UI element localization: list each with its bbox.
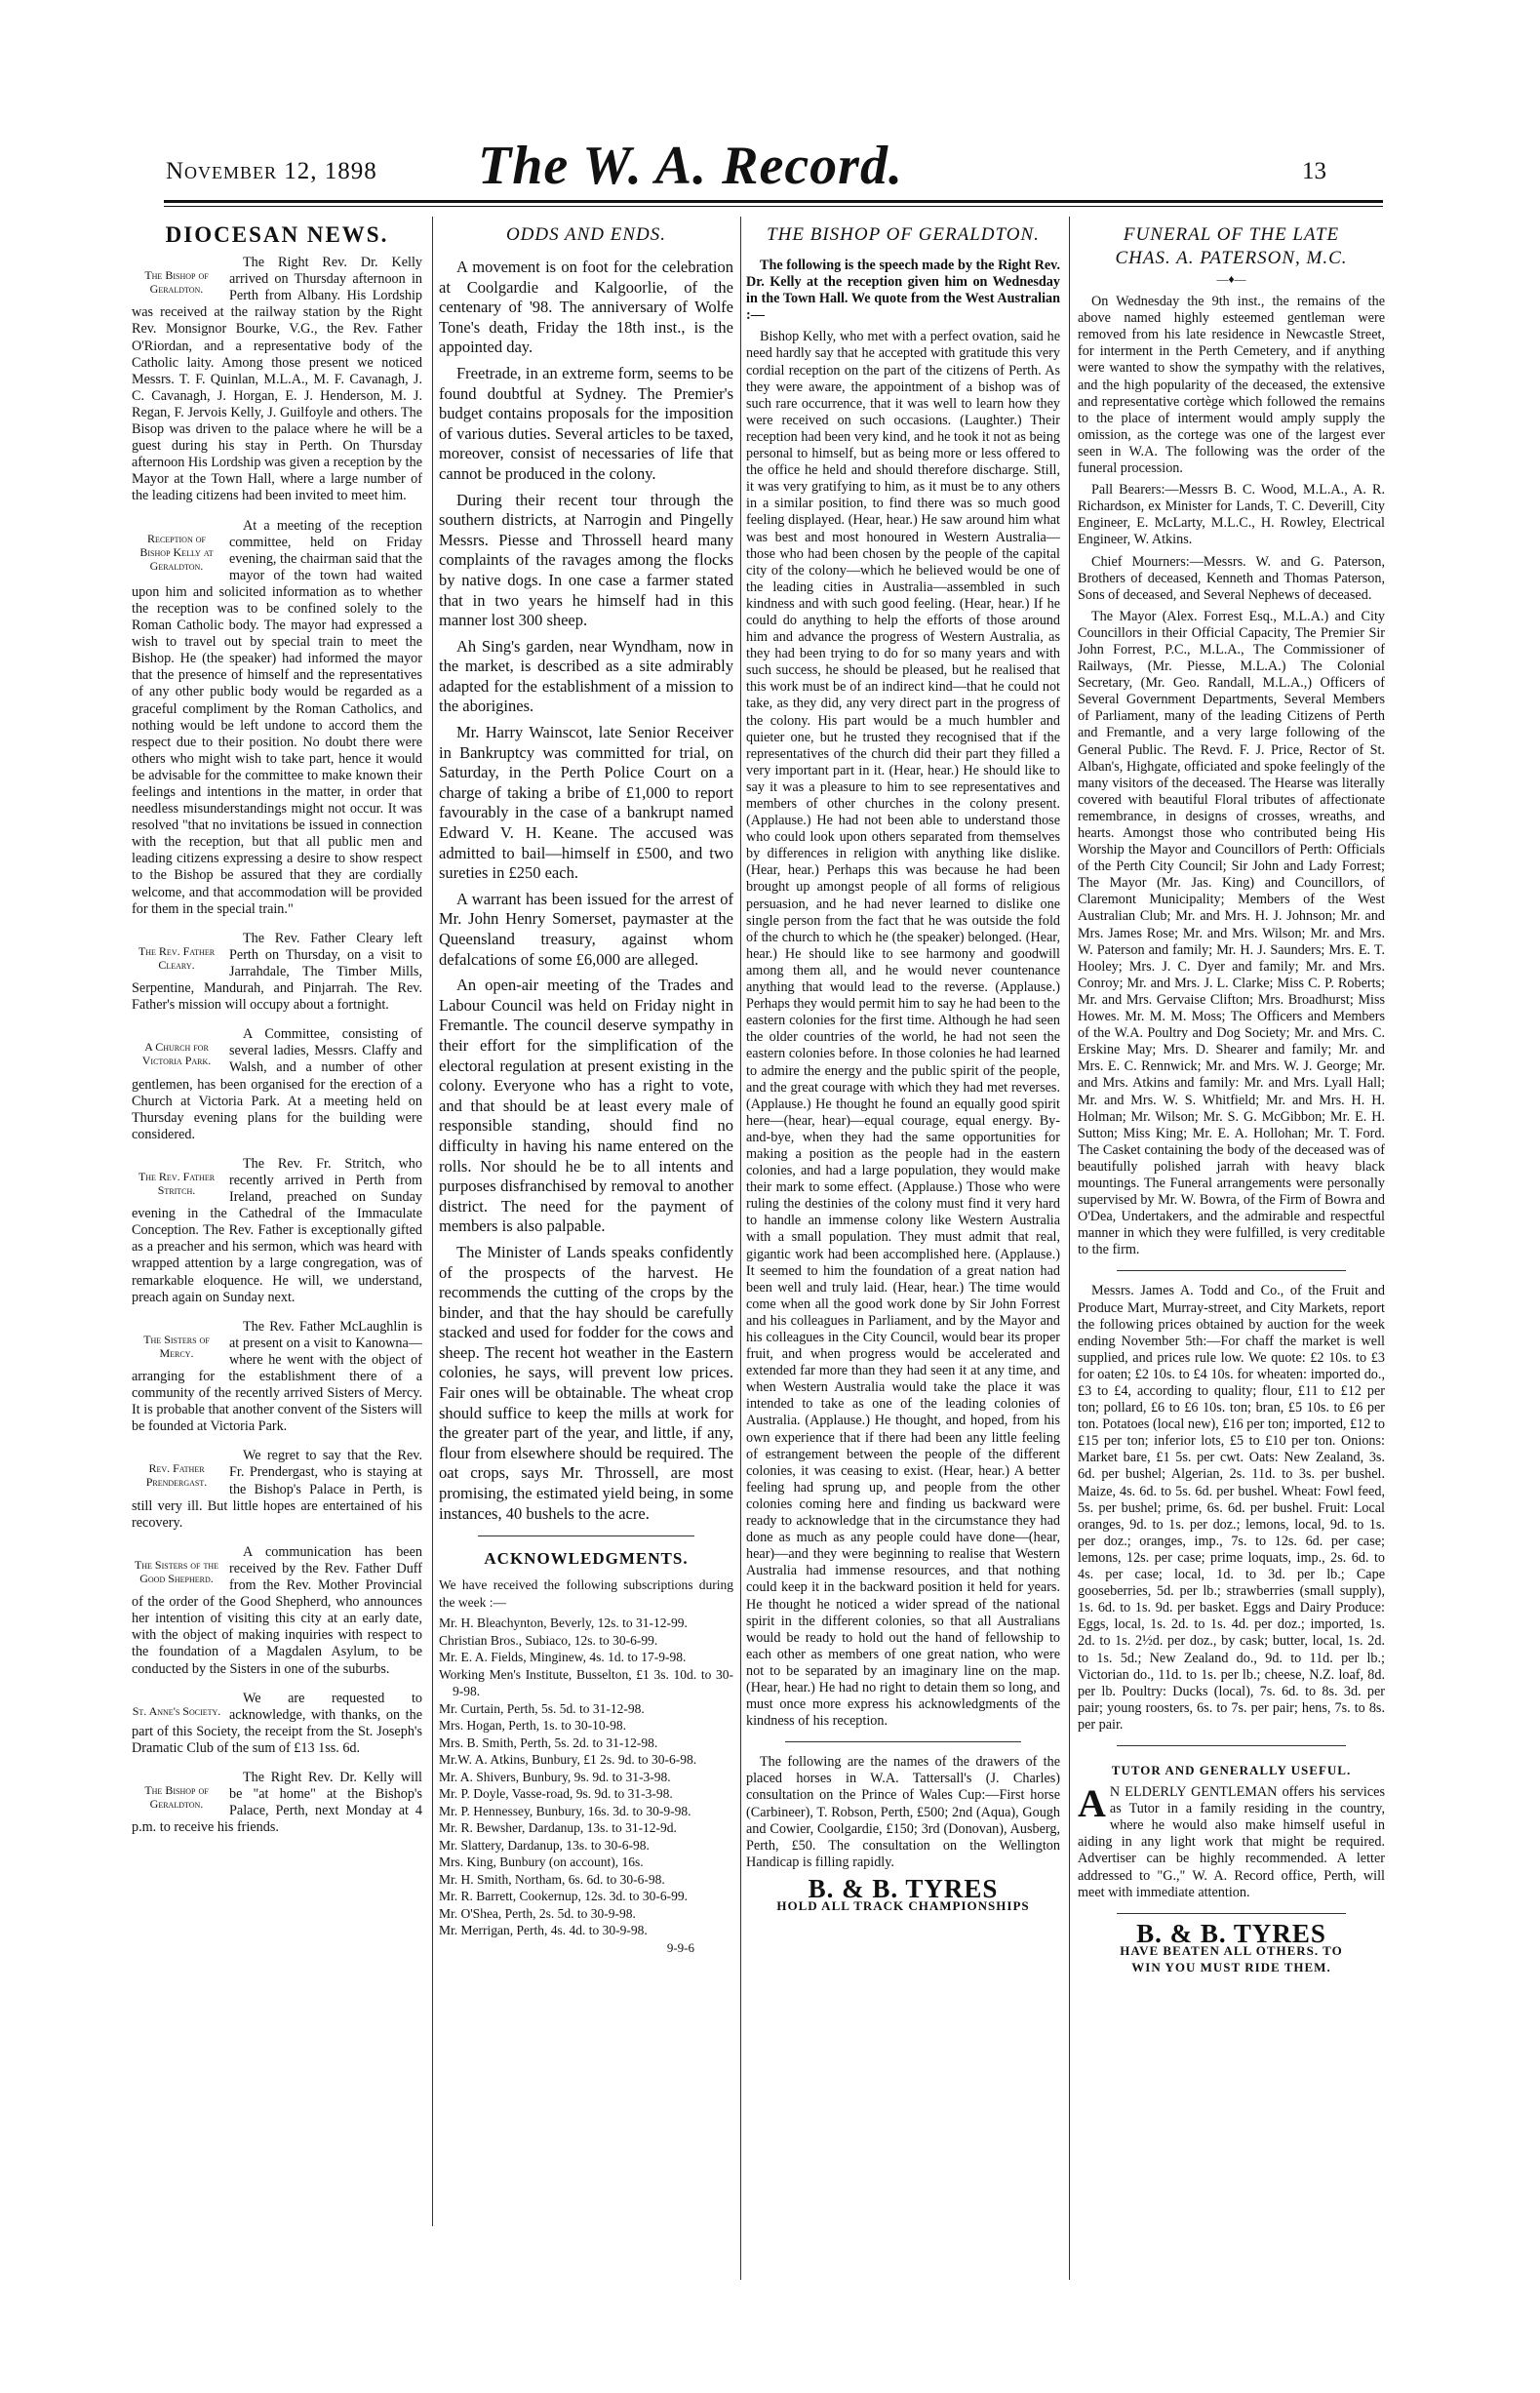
header-rule: [164, 200, 1383, 203]
news-item-sidenote: The Bishop of Geraldton.: [144, 268, 209, 297]
news-item-text: At a meeting of the reception committee, held on Friday evening, the chairman said that the mayor of the town had waited upon him and solicited information as to whether the reception was to be confined solely to the Roman Catholic body. The mayor had expressed a wish to travel out by special train to meet the Bishop. He (the speaker) had informed the mayor that the presence of himself and the representatives of any other public body would be regarded as a graceful compliment by the Roman Catholics, and nothing would be left undone to accord them the respect due to their position. No doubt there were others who might wish to take part, hence it would be advisable for the committee to make known their feelings and intentions in the matter, in order that needless misunderstandings might not occur. It was resolved "that no invitations be issued in connection with the reception, but that all public men and leading citizens expressing a desire to show respect to the Bishop be assured that they are cordially welcome, and that accommodation will be provided for them in the special train.": [132, 517, 422, 917]
acknowledgment-entry: Mr. H. Bleachynton, Beverly, 12s. to 31-12-99.: [439, 1615, 688, 1631]
news-item-sidenote: Reception of Bishop Kelly at Geraldton.: [139, 531, 214, 573]
tyres-ad-line: WIN YOU MUST RIDE THEM.: [1131, 1959, 1331, 1974]
tyres-ad-line: HAVE BEATEN ALL OTHERS. TO: [1120, 1942, 1343, 1958]
news-item: [132, 1770, 422, 1841]
acknowledgment-entry: Mr. Merrigan, Perth, 4s. 4d. to 30-9-98.: [439, 1923, 648, 1938]
dropcap: A: [1078, 1781, 1106, 1826]
news-item-sidenote: A Church for Victoria Park.: [141, 1040, 212, 1068]
news-items: [132, 255, 422, 1841]
tutor-ad-heading: TUTOR AND GENERALLY USEFUL.: [1111, 1762, 1352, 1777]
column-odds-and-ends: [439, 217, 733, 2280]
news-item: [132, 518, 422, 923]
news-item: [132, 1448, 422, 1536]
acknowledgment-entry: Mr. R. Barrett, Cookernup, 12s. 3d. to 30-6-99.: [439, 1889, 688, 1904]
odds-paragraph: A warrant has been issued for the arrest of Mr. John Henry Somerset, paymaster at the Queensland treasury, against whom defalcations of some £6,000 are alleged.: [439, 889, 733, 969]
odds-paragraph: A movement is on foot for the celebration at Coolgardie and Kalgoorlie, of the centenary of '98. The anniversary of Wolfe Tone's death, Friday the 18th inst., is the appointed day.: [439, 258, 733, 357]
section-subheading: CHAS. A. PATERSON, M.C.: [1115, 248, 1348, 268]
odds-paragraph: During their recent tour through the southern districts, at Narrogin and Pingelly Messrs. Piesse and Throssell heard many complaints of the ravages among the flocks by native dogs. In one case a farmer stated that in two years he himself had in this manner lost 300 sheep.: [439, 490, 733, 630]
acknowledgments-list: [439, 1615, 733, 1939]
speech-text: Bishop Kelly, who met with a perfect ovation, said he need hardly say that he accepted with gratitude this very cordial reception on the part of the citizens of Perth. As they were aware, the appointment of a bishop was of such rare occurrence, that it was well to learn how they were received on such occasions. (Laughter.) Their reception had been very kind, and he took it not as being personal to himself, but as being more or less offered to the office he held and should therefore discharge. Still, it was very gratifying to him, as it must be to any others in a similar position, to find there was so much good feeling displayed. (Hear, hear.) He saw around him what was best and most honoured in Western Australia—those who had been chosen by the people of the capital city of the colony—which he believed would be one of the leading cities in Australia—assembled in such kindness and with such good feeling. (Hear, hear.) If he could do anything to help the efforts of those around him and advance the progress of Western Australia, as they had been trying to do for so many years and with such success, he should be pleased, but he realised that this work must be of an indirect kind—that he could not take, as they did, any very direct part in the progress of the colony. His part would be a much humbler and quieter one, but he trusted they recognised that if the representatives of the church did their part they filled a very important part in it. (Hear, hear.) He should like to say it was a pleasure to him to see representatives and members of other churches in the colony present. (Applause.) He had not been able to understand those who could look upon others separated from themselves by differences in religion with anything like dislike. (Hear, hear.) Perhaps this was because he had been brought up amongst people of all forms of religious persuasion, and he had never learned to dislike one single person from the fact that he was outside the fold of the church to which he (the speaker) belonged. (Hear, hear.) He should like to see harmony and goodwill among them all, and he would never countenance anything that would lead to the reverse. (Applause.) Perhaps they would permit him to say he had been to the eastern colonies for the first time. Although he had seen the older countries of the world, he had not seen the eastern colonies before. In those colonies he had learned to admire the energy and the public spirit of the people, and the great courage with which they had met reverses. (Applause.) He thought he found an equally good spirit here—(hear, hear)—equal courage, equal energy. By-and-bye, when they had the same opportunities for making a position as the people had in the eastern colonies, and had a large population, they would make their mark to some effect. (Applause.) Those who were ruling the destinies of the colony must find it very hard to handle an immense colony like Western Australia with a small population. They must admit that real, gigantic work had been accomplished here. (Applause.) It seemed to him the foundation of a great nation had been well and truly laid. (Hear, hear.) The time would come when all the good work done by Sir John Forrest and his colleagues in Parliament, and by the Mayor and his colleagues in the City Council, would bear its proper fruit, and when progress would be accelerated and extended far more than they had seen it at any time, and when Western Australia would take the place it was intended to take as one of the leading colonies of Australia. (Applause.) He thought, and hoped, from his own experience that if there had been any little feeling of estrangement between the people of the different colonies, it was ceasing to exist. (Hear, hear.) A better feeling had sprung up, and people from the other colonies coming here and finding us backward were ready to acknowledge that in the circumstance they had done as much as any people could have done—(hear, hear)—and they were beginning to realise that Western Australia had immense resources, and that nothing could keep it in the backward position it held for years. He thought he noticed a wider spread of the national spirit in the different colonies, so that all Australians would be ready to hold out the hand of fellowship to each other as members of one great nation, who were not to be separated by an imaginary line on the map. (Hear, hear.) He had no right to detain them so long, and must once more express his acknowledgments of the kindness of his reception.: [746, 329, 1060, 1730]
news-item: [132, 1319, 422, 1441]
column-bishop-speech: [746, 217, 1060, 2280]
column-divider: [432, 217, 433, 2226]
funeral-paragraph: Pall Bearers:—Messrs B. C. Wood, M.L.A., A. R. Richardson, ex Minister for Lands, T. C. Deverill, City Engineer, E. McLarty, M.L.C., H. Rowley, Electrical Engineer, W. Atkins.: [1078, 482, 1385, 548]
funeral-paragraph: The Mayor (Alex. Forrest Esq., M.L.A.) and City Councillors in their Official Capacity, The Premier Sir John Forrest, P.C., M.L.A., The Commissioner of Railways, (Mr. Piesse, M.L.A.) The Colonial Secretary, (Mr. Geo. Randall, M.L.A.,) Officers of Several Government Departments, Several Members of Parliament, many of the leading Citizens of Perth and Fremantle, and a very large following of the General Public. The Revd. F. J. Price, Rector of St. Alban's, Highgate, officiated and spoke feelingly of the many visitors of the deceased. The Hearse was literally covered with beautiful Floral tributes of affectionate remembrance, in designs of crosses, wreaths, and hearts. Amongst those who contributed being His Worship the Mayor and Councillors of Perth: Officials of the Perth City Council; Sir John and Lady Forrest; The Mayor (Mr. Jas. King) and Councillors, of Claremont Municipality; Members of the West Australian Club; Mr. and Mrs. H. J. Johnson; Mr. and Mrs. James Rose; Mr. and Mrs. Wilson; Mr. and Mrs. W. Paterson and family; Mr. H. J. Saunders; Mrs. E. T. Hooley; Mrs. J. C. Dyer and family; Mr. and Mrs. Conroy; Mr. and Mrs. J. L. Clarke; Miss C. P. Roberts; Mr. and Mrs. Gervaise Clifton; Mrs. Broadhurst; Miss Howes. Mr. M. M. Moss; The Officers and Members of the W.A. Poultry and Dog Society; Mr. and Mrs. C. Erskine May; Mrs. D. Shearer and family; Mr. and Mrs. E. C. Rennwick; Mr. and Mrs. W. J. George; Mr. and Mrs. Atkins and family: Mr. and Mrs. Lyall Hall; Mr. and Mrs. W. S. Whitfield; Mr. and Mrs. H. H. Holman; Mr. Wilson; Mr. S. G. McGibbon; Mr. E. H. Sutton; Miss King; Mr. E. A. Hollohan; Mr. T. Ford. The Casket containing the body of the deceased was of beautifully polished jarrah with heavy black mountings. The Funeral arrangements were personally supervised by Mr. W. Bowra, of the Firm of Bowra and O'Dea, Undertakers, and the admirable and respectful manner in which they were fulfilled, is very creditable to the firm.: [1078, 608, 1385, 1258]
odds-paragraph: An open-air meeting of the Trades and Labour Council was held on Friday night in Fremantle. The council deserve sympathy in their effort for the simplification of the electoral regulation at present existing in the colony. Everyone who has a right to vote, and that should be at least every male of responsible standing, should find no difficulty in having his name entered on the rolls. Nor should he be to all intents and purposes disfranchised by removal to another district. The need for the payment of members is also palpable.: [439, 976, 733, 1236]
speech-intro: The following is the speech made by the Right Rev. Dr. Kelly at the reception given him on Wednesday in the Town Hall. We quote from the West Australian :—: [746, 258, 1060, 324]
news-item-text: A Committee, consisting of several ladies, Messrs. Claffy and Walsh, and a number of other gentlemen, has been organised for the erection of a Church at Victoria Park. At a meeting held on Thursday evening plans for the building were considered.: [132, 1026, 422, 1142]
news-item-text: The Right Rev. Dr. Kelly arrived on Thursday afternoon in Perth from Albany. His Lordship was received at the railway station by the Right Rev. Monsignor Bourke, V.G., the Rev. Father O'Riordan, and a representative body of the Catholic laity. Among those present we noticed Messrs. T. F. Quinlan, M.L.A., M. F. Cavanagh, J. C. Cavanagh, J. Horgan, E. J. Henderson, M. J. Regan, F. Jervois Kelly, J. Guilfoyle and others. The Bisop was driven to the palace where he will be a guest during his stay in Perth. On Thursday afternoon His Lordship was given a reception by the Mayor at the Town Hall, where a large number of the leading citizens had been invited to meet him.: [132, 255, 422, 504]
news-item: [132, 1156, 422, 1311]
issue-date: November 12, 1898: [166, 158, 377, 184]
acknowledgment-entry: Mr. Curtain, Perth, 5s. 5d. to 31-12-98.: [439, 1700, 645, 1716]
consultation-results: The following are the names of the drawers of the placed horses in W.A. Tattersall's (J. Charles) consultation on the Prince of Wales Cup:—First horse (Carbineer), T. Robson, Perth, £500; 2nd (Aqua), Gough and Cowier, Coolgardie, £150; 3rd (Donovan), Ausberg, Perth, £50. The consultation on the Wellington Handicap is filling rapidly.: [746, 1754, 1060, 1870]
odds-paragraph: The Minister of Lands speaks confidently of the prospects of the harvest. He recommends the cutting of the crops by the binder, and that the hay should be carefully stacked and used for fodder for the cows and sheep. The recent hot weather in the Eastern colonies, he says, will prevent low prices. Fair ones will be obtainable. The wheat crop should suffice to keep the mills at work for the greater part of the year, and little, if any, flour from elsewhere should be required. The oat crops, says Mr. Throssell, are most promising, the estimated yield being, in some instances, 40 bushels to the acre.: [439, 1242, 733, 1523]
acknowledgment-entry: Mr. E. A. Fields, Minginew, 4s. 1d. to 17-9-98.: [439, 1650, 687, 1665]
page-number: 13: [1302, 158, 1326, 184]
column-divider: [740, 217, 741, 2280]
acknowledgment-entry: Mrs. B. Smith, Perth, 5s. 2d. to 31-12-98.: [439, 1735, 658, 1750]
column-funeral: [1078, 217, 1385, 2182]
news-item: [132, 1544, 422, 1683]
divider: [1117, 1913, 1346, 1914]
news-item-text: The Rev. Father Cleary left Perth on Thursday, on a visit to Jarrahdale, The Timber Mills, Serpentine, Mandurah, and Pinjarrah. The Rev. Father's mission will occupy about a fortnight.: [132, 930, 422, 1014]
divider: [785, 1741, 1021, 1742]
acknowledgments-intro: We have received the following subscriptions during the week :—: [439, 1577, 733, 1610]
acknowledgment-entry: Mr. A. Shivers, Bunbury, 9s. 9d. to 31-3-98.: [439, 1769, 671, 1784]
acknowledgment-entry: Mrs. Hogan, Perth, 1s. to 30-10-98.: [439, 1718, 626, 1734]
market-report: Messrs. James A. Todd and Co., of the Fruit and Produce Mart, Murray-street, and City Markets, report the following prices obtained by auction for the week ending November 5th:—For chaff the market is well supplied, and prices rule low. We quote: £2 10s. to £3 for oaten; £2 10s. to £4 10s. for wheaten: imported do., £3 to £4, according to quality; flour, £11 to £12 per ton; pollard, £6 to £6 10s. ton; bran, £5 10s. to £6 per ton. Potatoes (local new), £16 per ton; imported, £12 to £15 per ton; inferior lots, £5 to £10 per ton. Onions: Market bare, £1 5s. per cwt. Oats: New Zealand, 3s. 6d. per bushel; Algerian, 2s. 11d. to 3s. per bushel. Maize, 4s. 6d. to 5s. 6d. per bushel. Wheat: Fowl feed, 5s. per bushel; prime, 6s. 6d. per bushel. Fruit: Local oranges, 9d. to 1s. per doz.; lemons, local, 9d. to 1s. per doz.; oranges, imp., 7s. to 12s. 6d. per case; lemons, 12s. per case; prime loquats, imp., 2s. 6d. to 4s. per case; local, 1d. to 3d. per lb.; Cape gooseberries, 5d. per lb.; strawberries (small supply), 1s. 6d. to 1s. 9d. per basket. Eggs and Dairy Produce: Eggs, local, 1s. 2d. to 1s. 4d. per doz.; imported, 1s. 2d. to 1s. 2½d. per doz., by cask; butter, local, 1s. 2d. to 1s. 5d.; New Zealand do., 9d. to 11d. per lb.; Victorian do., 11d. to 1s. per lb.; cheese, N.Z. loaf, 8d. per lb. Poultry: Ducks (local), 7s. 6d. to 8s. 3d. per pair; young roosters, 6s. to 7s. per pair; hens, 7s. to 8s. per pair.: [1078, 1283, 1385, 1733]
acknowledgments-heading: ACKNOWLEDGMENTS.: [484, 1549, 689, 1569]
divider: [1117, 1745, 1346, 1746]
news-item-sidenote: The Sisters of the Good Shepherd.: [134, 1557, 219, 1585]
news-item-sidenote: The Sisters of Mercy.: [143, 1332, 210, 1360]
news-item-text: A communication has been received by the Rev. Father Duff from the Rev. Mother Provincial of the order of the Good Shepherd, who announces her intention of visiting this city at an early date, with the object of making inquiries with respect to the foundation of a Magdalen Asylum, to be conducted by the Sisters in one of the suburbs.: [132, 1543, 422, 1677]
odds-paragraphs: [439, 258, 733, 1524]
section-heading: DIOCESAN NEWS.: [165, 222, 389, 247]
news-item-text: The Rev. Fr. Stritch, who recently arrived in Perth from Ireland, preached on Sunday evening in the Cathedral of the Immaculate Conception. The Rev. Father is exceptionally gifted as a preacher and his sermon, which was heard with wrapped attention by a large congregation, was of remarkable eloquence. He will, we understand, preach again on Sunday next.: [132, 1155, 422, 1305]
acknowledgment-entry: Mr. O'Shea, Perth, 2s. 5d. to 30-9-98.: [439, 1905, 636, 1921]
tutor-ad-text: [1078, 1781, 1385, 1901]
news-item: [132, 931, 422, 1018]
acknowledgment-entry: Working Men's Institute, Busselton, £1 3s. 10d. to 30-9-98.: [439, 1666, 733, 1699]
funeral-paragraphs: [1078, 294, 1385, 1258]
acknowledgment-entry: Mr. R. Bewsher, Dardanup, 13s. to 31-12-9d.: [439, 1820, 677, 1836]
odds-paragraph: Ah Sing's garden, near Wyndham, now in the market, is described as a site admirably adapted for the establishment of a mission to the aborigines.: [439, 636, 733, 716]
odds-paragraph: Mr. Harry Wainscot, late Senior Receiver in Bankruptcy was committed for trial, on Saturday, in the Perth Police Court on a charge of taking a bribe of £1,000 to report favourably in the case of a bankrupt named Edward V. H. Keane. The accused was admitted to bail—himself in £500, and two sureties in £250 each.: [439, 723, 733, 883]
section-heading: ODDS AND ENDS.: [505, 224, 667, 245]
section-heading: THE BISHOP OF GERALDTON.: [767, 224, 1040, 245]
acknowledgment-entry: Christian Bros., Subiaco, 12s. to 30-6-99.: [439, 1632, 658, 1648]
news-item: [132, 1026, 422, 1148]
news-item: [132, 1691, 422, 1762]
tutor-ad-body: N ELDERLY GENTLEMAN offers his services as Tutor in a family residing in the country, where he would also make himself useful in aiding in any light work that might be required. Advertiser can be highly recommended. A letter addressed to "G.," W. A. Record office, Perth, will meet with immediate attention.: [1078, 1784, 1385, 1900]
acknowledgment-entry: Mr. Slattery, Dardanup, 13s. to 30-6-98.: [439, 1837, 650, 1853]
acknowledgment-entry: Mr. H. Smith, Northam, 6s. 6d. to 30-6-98.: [439, 1871, 665, 1887]
funeral-paragraph: Chief Mourners:—Messrs. W. and G. Paterson, Brothers of deceased, Kenneth and Thomas Paterson, Sons of deceased, and Several Nephews of deceased.: [1078, 553, 1385, 603]
acknowledgments-code: 9-9-6: [666, 1939, 694, 1955]
header-rule-thin: [164, 206, 1383, 207]
funeral-paragraph: On Wednesday the 9th inst., the remains of the above named highly esteemed gentleman were removed from his late residence in Newcastle Street, for interment in the Perth Cemetery, and if anything were wanted to show the sympathy with the relatives, and the high popularity of the deceased, the extensive and representative cortège which followed the remains to the place of interment would amply supply the omission, as the cortege was one of the largest ever seen in W.A. The following was the order of the funeral procession.: [1078, 294, 1385, 477]
column-diocesan-news: [132, 217, 422, 2226]
acknowledgment-entry: Mrs. King, Bunbury (on account), 16s.: [439, 1855, 644, 1870]
masthead: The W. A. Record.: [478, 136, 903, 196]
ornament-icon: —♦—: [1216, 272, 1246, 286]
acknowledgment-entry: Mr. P. Doyle, Vasse-road, 9s. 9d. to 31-3-98.: [439, 1786, 673, 1802]
acknowledgment-entry: Mr. P. Hennessey, Bunbury, 16s. 3d. to 30-9-98.: [439, 1803, 691, 1818]
news-item-sidenote: The Rev. Father Stritch.: [138, 1169, 216, 1197]
news-item-text: We regret to say that the Rev. Fr. Prendergast, who is staying at the Bishop's Palace in Perth, is still very ill. But little hopes are entertained of his recovery.: [132, 1448, 422, 1531]
tyres-ad-title: B. & B. TYRES: [1136, 1918, 1326, 1948]
news-item: [132, 255, 422, 509]
section-heading: FUNERAL OF THE LATE: [1123, 224, 1340, 245]
divider: [1117, 1270, 1346, 1271]
news-item-text: We are requested to acknowledge, with thanks, on the part of this Society, the receipt from the St. Joseph's Dramatic Club of the sum of £13 1ss. 6d.: [132, 1690, 422, 1756]
news-item-sidenote: The Bishop of Geraldton.: [144, 1782, 209, 1811]
column-divider: [1069, 217, 1070, 2280]
news-item-text: The Right Rev. Dr. Kelly will be "at home" at the Bishop's Palace, Perth, next Monday at 4 p.m. to receive his friends.: [132, 1769, 422, 1836]
news-item-text: The Rev. Father McLaughlin is at present on a visit to Kanowna—where he went with the object of arranging for the establishment there of a community of the recently arrived Sisters of Mercy. It is probable that another convent of the Sisters will be founded at Victoria Park.: [132, 1318, 422, 1435]
tyres-ad-line: HOLD ALL TRACK CHAMPIONSHIPS: [776, 1898, 1030, 1913]
news-item-sidenote: St. Anne's Society.: [132, 1703, 221, 1718]
news-item-sidenote: Rev. Father Prendergast.: [145, 1461, 208, 1490]
news-item-sidenote: The Rev. Father Cleary.: [138, 943, 216, 972]
acknowledgment-entry: Mr.W. A. Atkins, Bunbury, £1 2s. 9d. to 30-6-98.: [439, 1752, 697, 1768]
tyres-ad-title: B. & B. TYRES: [808, 1873, 999, 1903]
odds-paragraph: Freetrade, in an extreme form, seems to be found doubtful at Sydney. The Premier's budget contains proposals for the imposition of various duties. Several articles to be taxed, moreover, consist of necessaries of life that cannot be produced in the colony.: [439, 363, 733, 483]
